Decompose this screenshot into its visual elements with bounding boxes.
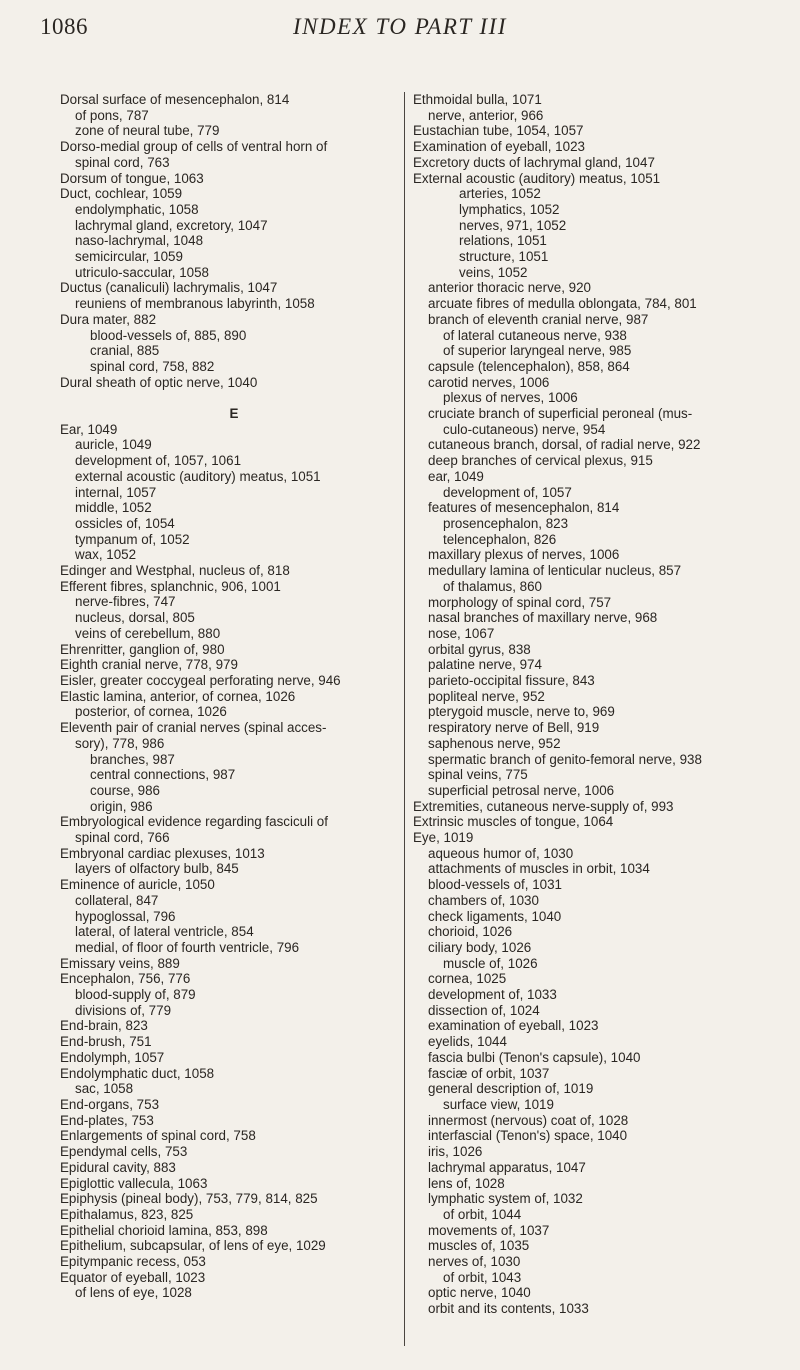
index-subentry: examination of eyeball, 1023 — [428, 1018, 599, 1034]
index-subentry: iris, 1026 — [428, 1144, 483, 1160]
index-subentry: optic nerve, 1040 — [428, 1285, 531, 1301]
index-entry: Extremities, cutaneous nerve-supply of, 993 — [413, 798, 674, 814]
index-subentry: cruciate branch of superficial peroneal (mus- — [428, 406, 693, 422]
index-subentry: central connections, 987 — [90, 767, 236, 783]
index-entry: Ductus (canaliculi) lachrymalis, 1047 — [60, 280, 278, 296]
index-subentry: surface view, 1019 — [443, 1097, 554, 1112]
index-subentry: nasal branches of maxillary nerve, 968 — [428, 610, 658, 626]
index-subentry: parieto-occipital fissure, 843 — [428, 673, 595, 689]
index-subentry: of lateral cutaneous nerve, 938 — [443, 327, 627, 343]
index-subentry: semicircular, 1059 — [75, 249, 183, 265]
index-subentry: chambers of, 1030 — [428, 892, 539, 908]
index-subentry: popliteal nerve, 952 — [428, 688, 545, 704]
index-subentry: ciliary body, 1026 — [428, 939, 532, 955]
index-entry: Epidural cavity, 883 — [60, 1159, 176, 1175]
index-subentry: endolymphatic, 1058 — [75, 201, 199, 217]
page-header — [40, 14, 760, 54]
index-subentry: palatine nerve, 974 — [428, 657, 542, 673]
index-subentry: internal, 1057 — [75, 484, 157, 500]
running-title: INDEX TO PART III — [293, 14, 507, 39]
index-subentry: medullary lamina of lenticular nucleus, 857 — [428, 563, 682, 579]
index-subentry: lymphatics, 1052 — [459, 201, 560, 217]
index-entry: Epithelium, subcapsular, of lens of eye, 1029 — [60, 1238, 326, 1254]
index-entry: Epiphysis (pineal body), 753, 779, 814, 825 — [60, 1191, 318, 1207]
index-entry: Ehrenritter, ganglion of, 980 — [60, 641, 225, 657]
index-subentry: arcuate fibres of medulla oblongata, 784, 801 — [428, 296, 697, 312]
index-entry: Dura mater, 882 — [60, 311, 157, 327]
index-subentry: check ligaments, 1040 — [428, 908, 562, 924]
index-entry: Endolymphatic duct, 1058 — [60, 1065, 215, 1081]
index-subentry: blood-vessels of, 1031 — [428, 877, 562, 893]
index-subentry: interfascial (Tenon's) space, 1040 — [428, 1128, 628, 1144]
index-subentry: reuniens of membranous labyrinth, 1058 — [75, 296, 315, 312]
index-subentry: external acoustic (auditory) meatus, 1051 — [75, 468, 321, 484]
index-entry: Ear, 1049 — [60, 421, 118, 437]
index-subentry: veins of cerebellum, 880 — [75, 625, 221, 641]
index-subentry: posterior, of cornea, 1026 — [75, 704, 227, 720]
index-entry: Excretory ducts of lachrymal gland, 1047 — [413, 154, 655, 170]
index-subentry: sory), 778, 986 — [75, 735, 165, 751]
index-subentry: course, 986 — [90, 782, 160, 798]
index-subentry: cornea, 1025 — [428, 971, 507, 987]
index-entry: Epiglottic vallecula, 1063 — [60, 1175, 208, 1191]
index-subentry: attachments of muscles in orbit, 1034 — [428, 861, 650, 877]
index-subentry: chorioid, 1026 — [428, 924, 513, 940]
index-entry: End-brush, 751 — [60, 1034, 152, 1050]
index-subentry: orbital gyrus, 838 — [428, 641, 531, 657]
index-subentry: muscle of, 1026 — [443, 955, 538, 971]
index-entry: Edinger and Westphal, nucleus of, 818 — [60, 563, 290, 579]
index-subentry: branch of eleventh cranial nerve, 987 — [428, 311, 649, 327]
index-entry: Dorsal surface of mesencephalon, 814 — [60, 92, 290, 107]
index-entry: Emissary veins, 889 — [60, 955, 180, 971]
index-subentry: structure, 1051 — [459, 249, 549, 265]
index-entry: Ependymal cells, 753 — [60, 1144, 188, 1160]
index-subentry: medial, of floor of fourth ventricle, 796 — [75, 939, 300, 955]
index-subentry: spinal cord, 766 — [75, 830, 170, 846]
index-subentry: origin, 986 — [90, 798, 153, 814]
index-subentry: carotid nerves, 1006 — [428, 374, 550, 390]
index-subentry: naso-lachrymal, 1048 — [75, 233, 204, 249]
index-subentry: of orbit, 1043 — [443, 1269, 522, 1285]
index-subentry: general description of, 1019 — [428, 1081, 594, 1097]
index-subentry: anterior thoracic nerve, 920 — [428, 280, 592, 296]
index-subentry: superficial petrosal nerve, 1006 — [428, 782, 615, 798]
index-entry: Ethmoidal bulla, 1071 — [413, 92, 542, 107]
index-entry: Encephalon, 756, 776 — [60, 971, 191, 987]
index-subentry: lens of, 1028 — [428, 1175, 505, 1191]
index-entry: Eleventh pair of cranial nerves (spinal acces- — [60, 720, 327, 736]
index-subentry: divisions of, 779 — [75, 1002, 172, 1018]
index-subentry: of orbit, 1044 — [443, 1206, 522, 1222]
index-subentry: prosencephalon, 823 — [443, 515, 569, 531]
section-letter: E — [229, 406, 239, 422]
index-subentry: development of, 1057 — [443, 484, 572, 500]
index-subentry: respiratory nerve of Bell, 919 — [428, 720, 600, 736]
column-divider — [404, 92, 405, 1346]
index-subentry: orbit and its contents, 1033 — [428, 1301, 589, 1317]
index-subentry: dissection of, 1024 — [428, 1002, 540, 1018]
index-subentry: lateral, of lateral ventricle, 854 — [75, 924, 254, 940]
index-subentry: wax, 1052 — [75, 547, 137, 563]
index-subentry: utriculo-saccular, 1058 — [75, 264, 209, 280]
index-subentry: ossicles of, 1054 — [75, 515, 175, 531]
index-subentry: cranial, 885 — [90, 343, 160, 359]
index-subentry: spermatic branch of genito-femoral nerve, 938 — [428, 751, 702, 767]
index-subentry: spinal veins, 775 — [428, 767, 528, 783]
index-entry: Embryonal cardiac plexuses, 1013 — [60, 845, 265, 861]
index-entry: Eye, 1019 — [413, 830, 474, 846]
index-subentry: layers of olfactory bulb, 845 — [75, 861, 239, 877]
index-entry: External acoustic (auditory) meatus, 1051 — [413, 170, 661, 186]
index-subentry: nerve-fibres, 747 — [75, 594, 176, 610]
index-subentry: blood-vessels of, 885, 890 — [90, 327, 247, 343]
index-entry: Eminence of auricle, 1050 — [60, 877, 215, 893]
index-entry: Dural sheath of optic nerve, 1040 — [60, 374, 258, 390]
page-number: 1086 — [40, 14, 88, 39]
index-subentry: development of, 1033 — [428, 987, 557, 1003]
index-subentry: sac, 1058 — [75, 1081, 134, 1097]
index-subentry: muscles of, 1035 — [428, 1238, 530, 1254]
index-subentry: morphology of spinal cord, 757 — [428, 594, 612, 610]
index-subentry: lymphatic system of, 1032 — [428, 1191, 583, 1207]
index-subentry: eyelids, 1044 — [428, 1034, 507, 1050]
index-subentry: tympanum of, 1052 — [75, 531, 190, 547]
index-entry: Efferent fibres, splanchnic, 906, 1001 — [60, 578, 281, 594]
index-subentry: nerve, anterior, 966 — [428, 107, 544, 123]
index-entry: End-brain, 823 — [60, 1018, 148, 1034]
index-subentry: zone of neural tube, 779 — [75, 123, 220, 139]
index-entry: Embryological evidence regarding fasciculi of — [60, 814, 328, 830]
index-subentry: nerves, 971, 1052 — [459, 217, 567, 233]
index-subentry: lachrymal gland, excretory, 1047 — [75, 217, 268, 233]
index-entry: Enlargements of spinal cord, 758 — [60, 1128, 256, 1144]
index-subentry: development of, 1057, 1061 — [75, 453, 242, 469]
index-subentry: relations, 1051 — [459, 233, 547, 249]
index-entry: Eustachian tube, 1054, 1057 — [413, 123, 584, 139]
index-subentry: nucleus, dorsal, 805 — [75, 610, 195, 626]
index-subentry: collateral, 847 — [75, 892, 159, 908]
index-entry: Elastic lamina, anterior, of cornea, 1026 — [60, 688, 296, 704]
index-subentry: of thalamus, 860 — [443, 578, 543, 594]
index-entry: End-organs, 753 — [60, 1096, 160, 1112]
index-subentry: fascia bulbi (Tenon's capsule), 1040 — [428, 1049, 641, 1065]
index-column-right — [413, 92, 775, 1317]
index-subentry: innermost (nervous) coat of, 1028 — [428, 1112, 629, 1128]
index-subentry: of pons, 787 — [75, 107, 149, 123]
index-subentry: plexus of nerves, 1006 — [443, 390, 578, 406]
index-entry: Examination of eyeball, 1023 — [413, 139, 585, 155]
index-entry: Endolymph, 1057 — [60, 1049, 165, 1065]
index-entry: Dorsum of tongue, 1063 — [60, 170, 204, 186]
index-entry: Eighth cranial nerve, 778, 979 — [60, 657, 238, 673]
index-entry: Equator of eyeball, 1023 — [60, 1269, 206, 1285]
index-subentry: maxillary plexus of nerves, 1006 — [428, 547, 620, 563]
index-subentry: nerves of, 1030 — [428, 1254, 521, 1270]
index-entry: End-plates, 753 — [60, 1112, 154, 1128]
index-subentry: aqueous humor of, 1030 — [428, 845, 574, 861]
index-subentry: of lens of eye, 1028 — [75, 1285, 192, 1301]
index-subentry: of superior laryngeal nerve, 985 — [443, 343, 632, 359]
index-entry: Epitympanic recess, 053 — [60, 1254, 206, 1270]
index-subentry: capsule (telencephalon), 858, 864 — [428, 358, 630, 374]
index-entry: Epithelial chorioid lamina, 853, 898 — [60, 1222, 268, 1238]
index-subentry: hypoglossal, 796 — [75, 908, 176, 924]
index-subentry: culo-cutaneous) nerve, 954 — [443, 421, 606, 437]
index-subentry: veins, 1052 — [459, 264, 528, 280]
index-subentry: fasciæ of orbit, 1037 — [428, 1065, 550, 1081]
index-subentry: blood-supply of, 879 — [75, 987, 196, 1003]
index-subentry: telencephalon, 826 — [443, 531, 557, 547]
index-subentry: pterygoid muscle, nerve to, 969 — [428, 704, 615, 720]
index-subentry: arteries, 1052 — [459, 186, 541, 202]
index-subentry: auricle, 1049 — [75, 437, 152, 453]
index-subentry: spinal cord, 763 — [75, 154, 170, 170]
index-entry: Dorso-medial group of cells of ventral horn of — [60, 139, 328, 155]
index-subentry: spinal cord, 758, 882 — [90, 358, 215, 374]
index-subentry: movements of, 1037 — [428, 1222, 550, 1238]
index-subentry: branches, 987 — [90, 751, 175, 767]
index-subentry: nose, 1067 — [428, 625, 495, 641]
index-column-left — [60, 92, 398, 1301]
index-entry: Eisler, greater coccygeal perforating nerve, 946 — [60, 673, 341, 688]
index-subentry: deep branches of cervical plexus, 915 — [428, 453, 653, 469]
index-entry: Extrinsic muscles of tongue, 1064 — [413, 814, 614, 830]
index-subentry: lachrymal apparatus, 1047 — [428, 1159, 586, 1175]
index-entry: Epithalamus, 823, 825 — [60, 1206, 194, 1222]
index-subentry: saphenous nerve, 952 — [428, 735, 561, 751]
index-subentry: middle, 1052 — [75, 500, 152, 516]
index-subentry: ear, 1049 — [428, 468, 484, 484]
index-subentry: features of mesencephalon, 814 — [428, 500, 620, 516]
index-subentry: cutaneous branch, dorsal, of radial nerve, 922 — [428, 437, 701, 453]
index-entry: Duct, cochlear, 1059 — [60, 186, 183, 202]
